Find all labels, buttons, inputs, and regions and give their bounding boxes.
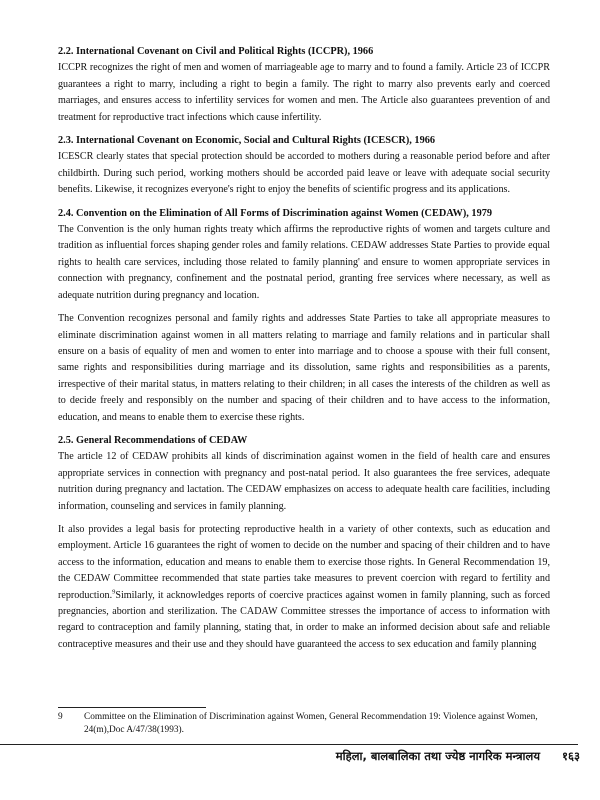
footnote-reference[interactable]: 9 [112,588,116,596]
section-heading: 2.4. Convention on the Elimination of All Forms of Discrimination against Women (CEDAW), 1979 [58,207,493,219]
section-heading: 2.5. General Recommendations of CEDAW [58,434,248,446]
footnote-separator [58,707,206,708]
footnote [58,711,550,736]
body-text [58,44,550,653]
paragraph: ICCPR recognizes the right of men and women of marriageable age to marry and to found a family. Article 23 of ICCPR guarantees a right to marry, including a right to begin a family. The right to marry also prevents early and coerced marriages, and ensures access to infertility services for women and men. The Article also guarantees prevention of and treatment for reproductive tract infections which cause infertility. [58,62,550,123]
section-heading: 2.2. International Covenant on Civil and Political Rights (ICCPR), 1966 [58,46,374,57]
paragraph-text: Similarly, it acknowledges reports of coercive practices against women in family planning, such as forced pregnancies, abortion and sterilization. The CADAW Committee stresses the importance of access to information with regard to contraception and family planning, stating that, in order to make an informed decision about safe and reliable contraceptive measures and their use and they should have guaranteed the access to sex education and family planning [58,589,550,650]
paragraph: The Convention recognizes personal and family rights and addresses State Parties to take all appropriate measures to eliminate discrimination against women in all matters relating to marriage and family relations and in particular shall ensure on a basis of equality of men and women to enter into marriage and to choose a spouse with their full consent, same rights and responsibilities during marriage and its dissolution, same rights and responsibilities as a parents, irrespective of their marital status, in matters relating to their children; in all cases the interests of the children as well as to decide freely and responsibly on the number and spacing of their children and to have access to the information, education, and means to enable them to exercise these rights. [58,313,550,423]
paragraph: The article 12 of CEDAW prohibits all kinds of discrimination against women in the field of health care and ensures appropriate services in connection with pregnancy and post-natal period. It also guarantees the free services, adequate nutrition during pregnancy and lactation. The CEDAW emphasizes on access to adequate health care facilities, including information, counseling and services in family planning. [58,451,550,512]
paragraph [58,522,550,653]
section-heading: 2.3. International Covenant on Economic, Social and Cultural Rights (ICESCR), 1966 [58,135,436,147]
paragraph: ICESCR clearly states that special protection should be accorded to mothers during a reasonable period before and after childbirth. During such period, working mothers should be accorded paid leave or leave with adequate social security benefits. Likewise, it recognizes everyone's right to enjoy the benefits of scientific progress and its applications. [58,151,550,196]
footer-rule [0,744,578,745]
paragraph-text: It also provides a legal basis for protecting reproductive health in a variety of other contexts, such as education and employment. Article 16 guarantees the right of women to decide on the number and spacing of their children and to have access to the information, education and means to enable them to exercise those rights. In General Recommendation 19, the CEDAW Committee recommended that state parties take measures to prevent coercion with regard to fertility and reproduction. [58,523,550,601]
footnote-text: Committee on the Elimination of Discrimination against Women, General Recommendation 19: Violence against Women, 24(m),Doc A/47/38(1993). [84,712,538,735]
page-number: १६३ [562,749,580,763]
paragraph: The Convention is the only human rights treaty which affirms the reproductive rights of women and targets culture and tradition as influential forces shaping gender roles and family relations. CEDAW addresses State Parties to provide equal rights to health care services, including those related to family planning' and ensure to women appropriate services in connection with pregnancy, confinement and the postnatal period, granting free services where necessary, as well as adequate nutrition during pregnancy and location. [58,224,550,301]
footnote-number: 9 [58,712,63,722]
footer-ministry-name: महिला, बालबालिका तथा ज्येष्ठ नागरिक मन्त्रालय [335,749,540,763]
